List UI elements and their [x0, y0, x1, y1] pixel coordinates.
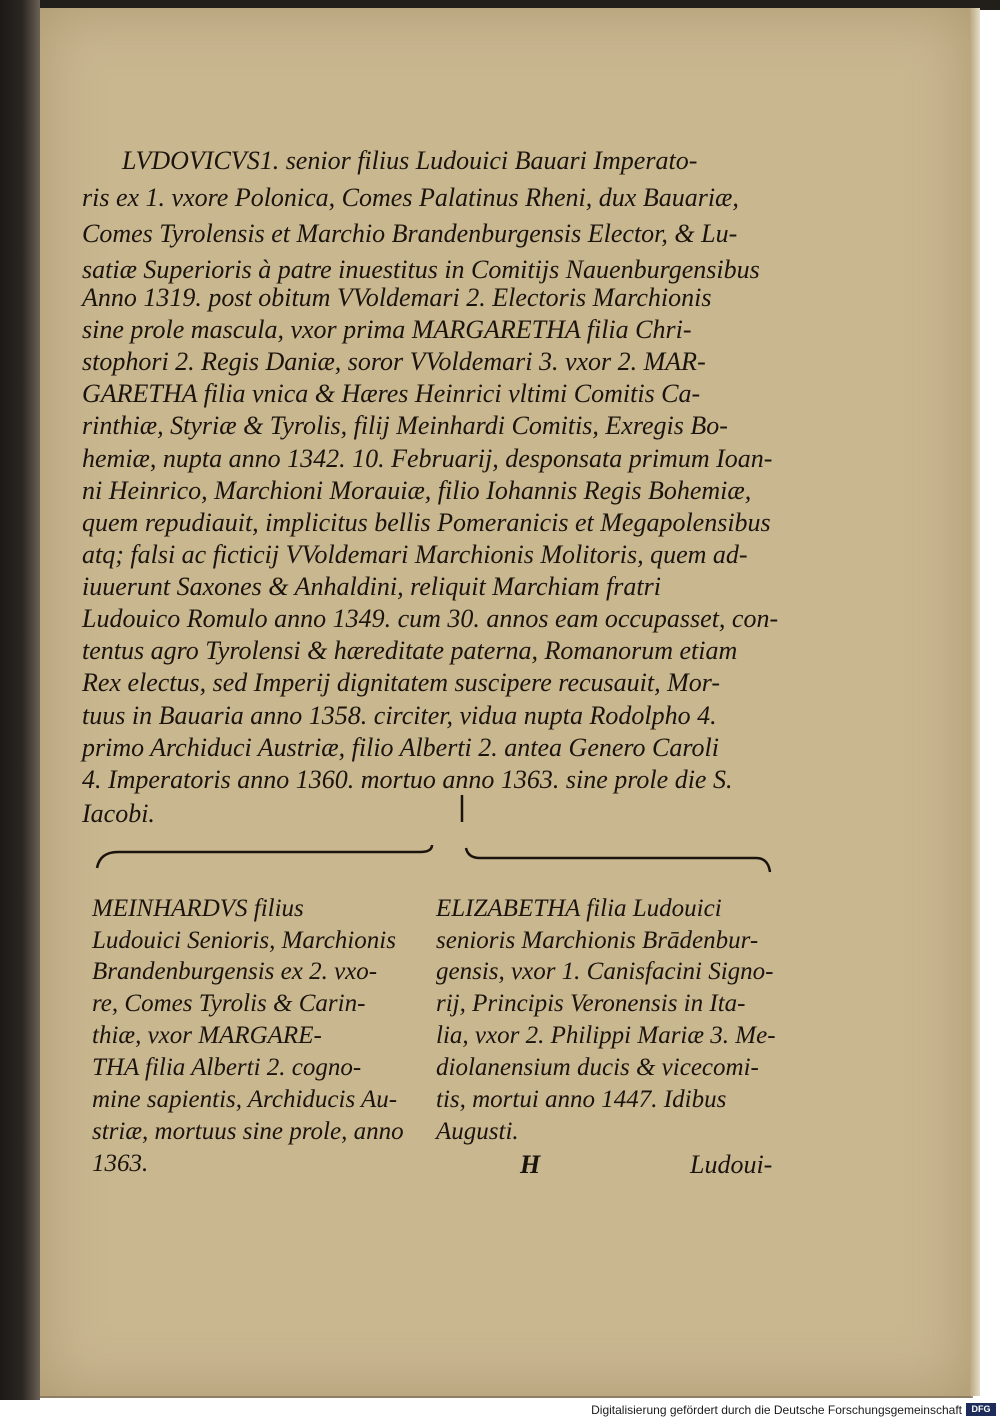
main-line: ris ex 1. vxore Polonica, Comes Palatinus Rheni, dux Bauariæ, [82, 183, 739, 212]
right-line: lia, vxor 2. Philippi Mariæ 3. Me- [436, 1022, 776, 1049]
main-line: ni Heinrico, Marchioni Morauiæ, filio Iohannis Regis Bohemiæ, [82, 476, 752, 505]
main-line: atq; falsi ac ficticij VVoldemari Marchionis Molitoris, quem ad- [82, 540, 748, 569]
main-line: primo Archiduci Austriæ, filio Alberti 2. antea Genero Caroli [82, 733, 719, 762]
left-line: striæ, mortuus sine prole, anno [92, 1118, 404, 1145]
left-line: Brandenburgensis ex 2. vxo- [92, 958, 378, 985]
left-line: MEINHARDVS filius [92, 895, 304, 922]
main-line: LVDOVICVS1. senior filius Ludouici Bauari Imperato- [122, 146, 698, 175]
left-line: mine sapientis, Archiducis Au- [92, 1086, 398, 1113]
main-line: sine prole mascula, vxor prima MARGARETHA filia Chri- [82, 315, 692, 344]
catchword: Ludoui- [690, 1150, 773, 1179]
main-line: stophori 2. Regis Daniæ, soror VVoldemari 3. vxor 2. MAR- [82, 347, 706, 376]
digitization-footer [0, 1400, 1000, 1420]
right-line: senioris Marchionis Brādenbur- [436, 927, 759, 954]
right-line: tis, mortui anno 1447. Idibus [436, 1086, 727, 1113]
main-line: Iacobi. [82, 799, 155, 828]
main-line: satiæ Superioris à patre inuestitus in Comitijs Nauenburgensibus [82, 255, 760, 284]
left-line: THA filia Alberti 2. cogno- [92, 1054, 362, 1081]
signature-mark: H [520, 1150, 541, 1179]
main-line: Rex electus, sed Imperij dignitatem suscipere recusauit, Mor- [82, 668, 721, 697]
main-line: iuuerunt Saxones & Anhaldini, reliquit Marchiam fratri [82, 572, 661, 601]
right-column [436, 0, 781, 1200]
right-line: diolanensium ducis & vicecomi- [436, 1054, 759, 1081]
right-line: gensis, vxor 1. Canisfacini Signo- [436, 958, 774, 985]
main-line: quem repudiauit, implicitus bellis Pomeranicis et Megapolensibus [82, 508, 771, 537]
main-line: tentus agro Tyrolensi & hæreditate paterna, Romanorum etiam [82, 636, 738, 665]
main-line: Comes Tyrolensis et Marchio Brandenburgensis Elector, & Lu- [82, 219, 738, 248]
left-line: thiæ, vxor MARGARE- [92, 1022, 322, 1049]
left-line: Ludouici Senioris, Marchionis [92, 927, 396, 954]
main-line: Anno 1319. post obitum VVoldemari 2. Electoris Marchionis [82, 283, 712, 312]
left-line: 1363. [92, 1150, 149, 1177]
main-line: rinthiæ, Styriæ & Tyrolis, filij Meinhardi Comitis, Exregis Bo- [82, 411, 728, 440]
footer-credit: Digitalisierung gefördert durch die Deutsche Forschungsgemeinschaft [591, 1403, 962, 1417]
main-line: GARETHA filia vnica & Hæres Heinrici vltimi Comitis Ca- [82, 379, 701, 408]
dfg-logo-icon: DFG [966, 1403, 996, 1416]
right-line: ELIZABETHA filia Ludouici [436, 895, 722, 922]
left-line: re, Comes Tyrolis & Carin- [92, 990, 366, 1017]
right-line: Augusti. [436, 1118, 519, 1145]
main-line: Ludouico Romulo anno 1349. cum 30. annos eam occupasset, con- [82, 604, 779, 633]
main-line: 4. Imperatoris anno 1360. mortuo anno 1363. sine prole die S. [82, 765, 733, 794]
main-line: hemiæ, nupta anno 1342. 10. Februarij, desponsata primum Ioan- [82, 444, 773, 473]
right-line: rij, Principis Veronensis in Ita- [436, 990, 746, 1017]
left-column [92, 0, 432, 1200]
main-line: tuus in Bauaria anno 1358. circiter, vidua nupta Rodolpho 4. [82, 701, 717, 730]
